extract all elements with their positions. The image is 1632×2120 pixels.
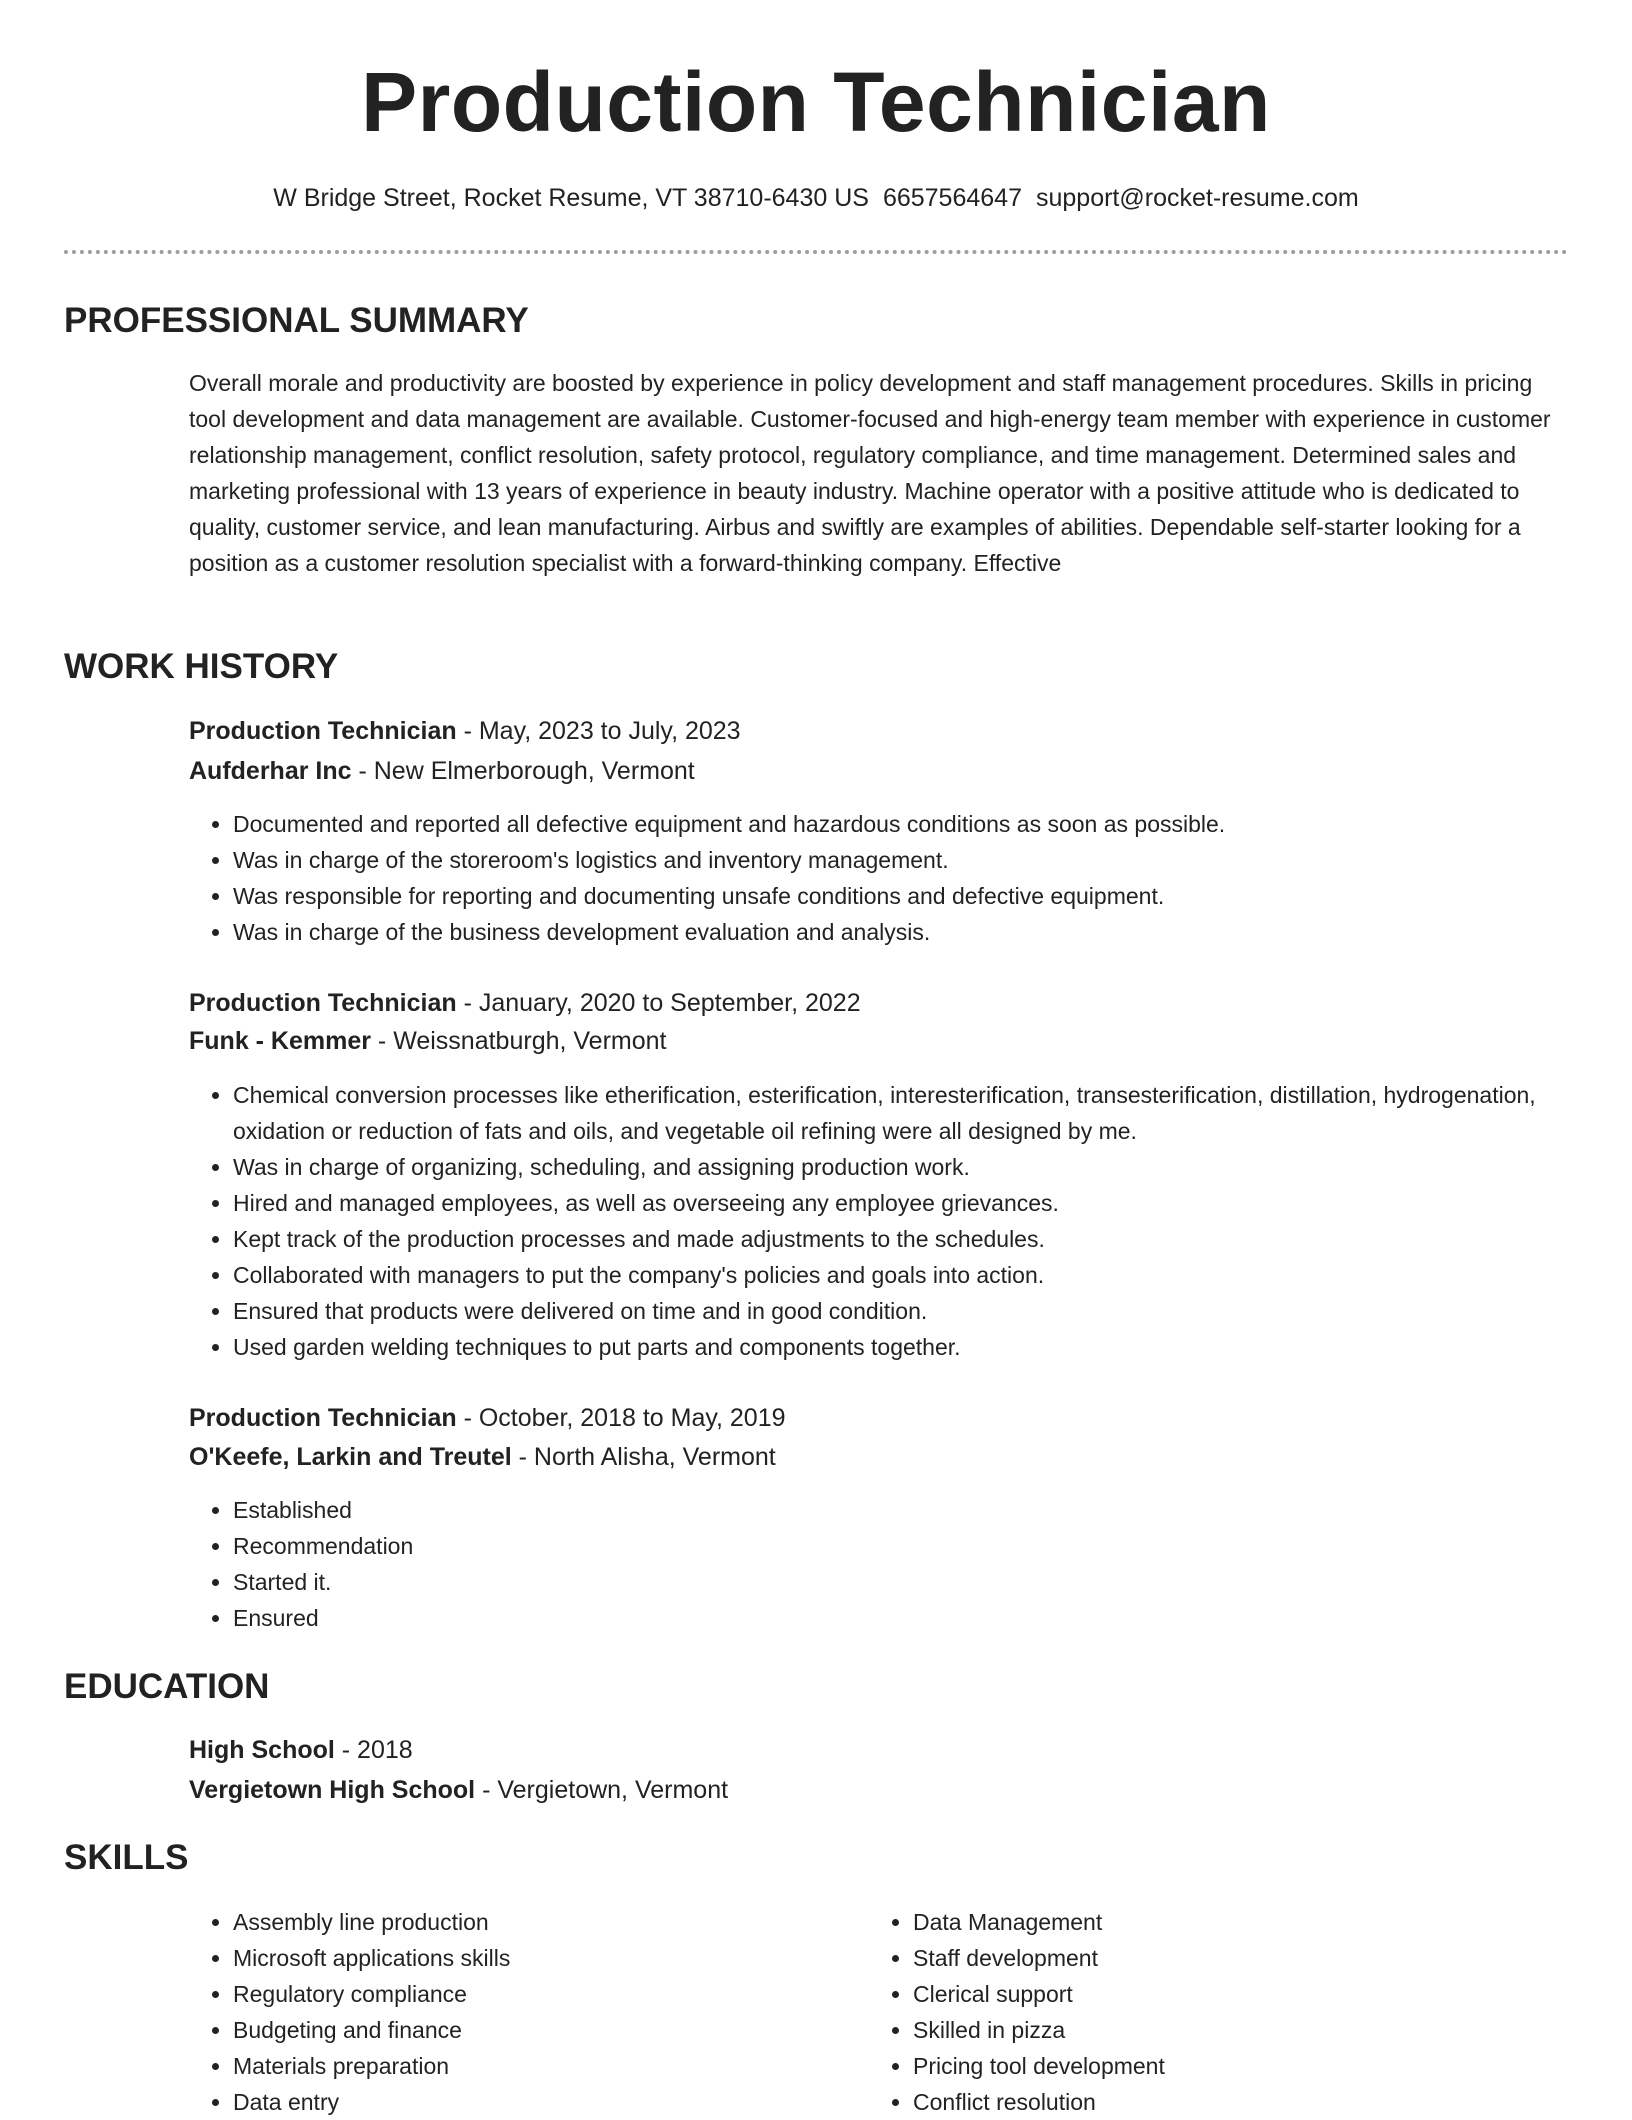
list-item: • Kept track of the production processes and made adjustments to the schedules. [233,1221,1563,1257]
contact-line [0,182,1632,214]
section-title-skills: SKILLS [64,1838,189,1877]
skill-item: • Clerical support [913,1976,1553,2012]
skill-item: • Microsoft applications skills [233,1940,853,1976]
skills-list-left [189,1904,853,2120]
job-3-title-line [189,1402,786,1434]
list-item: • Was responsible for reporting and documenting unsafe conditions and defective equipment. [233,878,1613,914]
section-title-work-history: WORK HISTORY [64,647,339,686]
education-degree: High School [189,1736,335,1764]
job-1-bullets [189,806,1613,950]
list-item: • Hired and managed employees, as well as overseeing any employee grievances. [233,1185,1563,1221]
job-1-company: Aufderhar Inc [189,757,352,785]
skill-item: • Assembly line production [233,1904,853,1940]
job-1-company-line [189,755,695,787]
list-item: • Was in charge of the business development evaluation and analysis. [233,914,1613,950]
skill-item: • Regulatory compliance [233,1976,853,2012]
skill-item: • Data entry [233,2084,853,2120]
education-school: Vergietown High School [189,1776,476,1804]
job-2-company: Funk - Kemmer [189,1027,371,1055]
list-item: • Ensured [233,1600,1613,1636]
job-1-dates: - May, 2023 to July, 2023 [456,717,741,745]
list-item: • Used garden welding techniques to put parts and components together. [233,1329,1563,1365]
summary-text: Overall morale and productivity are boosted by experience in policy development and staff management procedures. Skills in pricing tool development and data management are available. Customer-focused and high-energy team member with experience in customer relationship management, conflict resolution, safety protocol, regulatory compliance, and time management. Determined sales and marketing professional with 13 years of experience in beauty industry. Machine operator with a positive attitude who is dedicated to quality, customer service, and lean manufacturing. Airbus and swiftly are examples of abilities. Dependable self-starter looking for a position as a customer resolution specialist with a forward-thinking company. Effective [189,370,1551,576]
job-3-company: O'Keefe, Larkin and Treutel [189,1443,512,1471]
job-3-company-line [189,1441,776,1473]
skill-item: • Budgeting and finance [233,2012,853,2048]
job-1-location: - New Elmerborough, Vermont [351,757,695,785]
skills-list-right [869,1904,1553,2120]
section-title-education: EDUCATION [64,1667,270,1706]
header-divider [64,250,1568,254]
job-3-title: Production Technician [189,1404,457,1432]
job-1-title: Production Technician [189,717,457,745]
job-2-title-line [189,987,861,1019]
contact-phone: 6657564647 [882,184,1022,212]
skill-item: • Pricing tool development [913,2048,1553,2084]
list-item: • Was in charge of organizing, scheduling, and assigning production work. [233,1149,1563,1185]
job-2-bullets [189,1077,1563,1365]
list-item: • Started it. [233,1564,1613,1600]
list-item: • Collaborated with managers to put the company's policies and goals into action. [233,1257,1563,1293]
skill-item: • Skilled in pizza [913,2012,1553,2048]
skill-item: • Staff development [913,1940,1553,1976]
list-item: • Ensured that products were delivered on time and in good condition. [233,1293,1563,1329]
list-item: • Chemical conversion processes like etherification, esterification, interesterification, transesterification, distillation, hydrogenation, oxidation or reduction of fats and oils, and vegetable oil refining were all designed by me. [233,1077,1563,1149]
job-2-company-line [189,1025,667,1057]
job-3-bullets [189,1492,1613,1636]
section-title-summary: PROFESSIONAL SUMMARY [64,301,529,340]
resume-title: Production Technician [361,55,1271,149]
list-item: • Was in charge of the storeroom's logistics and inventory management. [233,842,1613,878]
education-year: - 2018 [334,1736,413,1764]
skill-item: • Materials preparation [233,2048,853,2084]
skill-item: • Data Management [913,1904,1553,1940]
job-3-location: - North Alisha, Vermont [511,1443,776,1471]
education-school-line [189,1774,728,1806]
job-2-dates: - January, 2020 to September, 2022 [456,989,861,1017]
list-item: • Documented and reported all defective equipment and hazardous conditions as soon as possible. [233,806,1613,842]
contact-address: W Bridge Street, Rocket Resume, VT 38710-6430 US [273,184,869,212]
list-item: • Recommendation [233,1528,1613,1564]
education-location: - Vergietown, Vermont [475,1776,729,1804]
job-1-title-line [189,715,741,747]
job-3-dates: - October, 2018 to May, 2019 [456,1404,786,1432]
skill-item: • Conflict resolution [913,2084,1553,2120]
list-item: • Established [233,1492,1613,1528]
job-2-title: Production Technician [189,989,457,1017]
education-degree-line [189,1734,413,1766]
contact-email: support@rocket-resume.com [1035,184,1359,212]
job-2-location: - Weissnatburgh, Vermont [370,1027,667,1055]
